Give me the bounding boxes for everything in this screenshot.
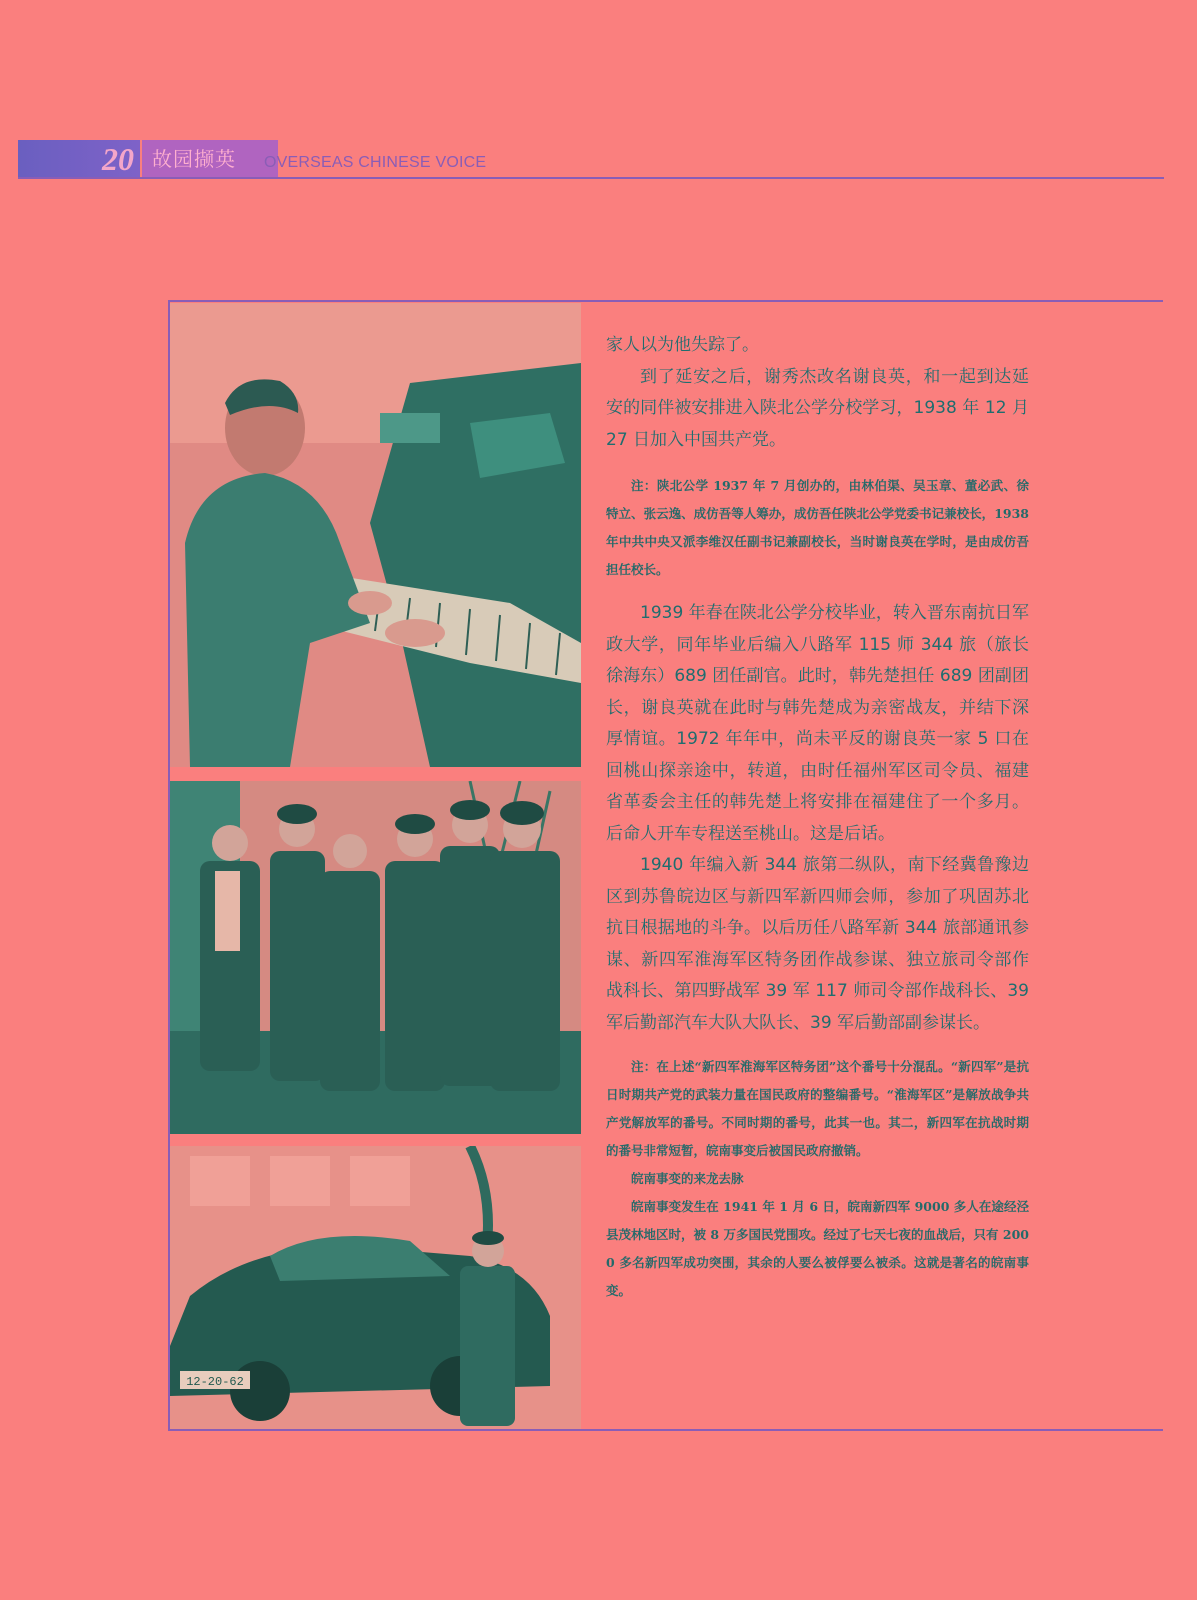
paragraph-1: 家人以为他失踪了。 [606, 335, 759, 355]
paragraph-3: 1939 年春在陕北公学分校毕业，转入晋东南抗日军政大学，同年毕业后编入八路军 115 师 344 旅（旅长徐海东）689 团任副官。此时，韩先楚担任 689 团副团长，谢良英就在此时与韩先楚成为亲密战友，并结下深厚情谊。1972 年年中，尚未平反的谢良英一家 5 口在回桃山探亲途中，转道，由时任福州军区司令员、福建省革委会主任的韩先楚上将安排在福建住了一个多月。后命人开车专程送至桃山。这是后话。 [606, 603, 1029, 844]
magazine-name: OVERSEAS CHINESE VOICE [264, 154, 487, 171]
paragraph-2: 到了延安之后，谢秀杰改名谢良英，和一起到达延安的同伴被安排进入陕北公学分校学习，1938 年 12 月 27 日加入中国共产党。 [606, 366, 1029, 450]
section-title: 故园撷英 [152, 147, 236, 171]
photo-man-playing-piano [170, 303, 581, 767]
page-header [18, 140, 1164, 180]
frame-top-rule [168, 300, 1163, 302]
page-number: 20 [102, 141, 134, 177]
section-title-block [142, 140, 278, 178]
frame-bottom-rule [168, 1429, 1163, 1431]
paragraph-4: 1940 年编入新 344 旅第二纵队，南下经冀鲁豫边区到苏鲁皖边区与新四军新四师会师，参加了巩固苏北抗日根据地的斗争。以后历任八路军新 344 旅部通讯参谋、新四军淮海军区特务团作战参谋、独立旅司令部作战科长、第四野战军 39 军 117 师司令部作战科长、39 军后勤部汽车大队大队长、39 军后勤部副参谋长。 [606, 855, 1029, 1033]
photo-group-of-people [170, 781, 581, 1134]
paragraph-5: 皖南事变发生在 1941 年 1 月 6 日，皖南新四军 9000 多人在途经泾县茂林地区时，被 8 万多国民党围攻。经过了七天七夜的血战后，只有 2000 多名新四军成功突围，其余的人要么被俘要么被杀。这就是著名的皖南事变。 [606, 1199, 1029, 1298]
note-1: 注：陕北公学 1937 年 7 月创办的，由林伯渠、吴玉章、董必武、徐特立、张云逸、成仿吾等人筹办，成仿吾任陕北公学党委书记兼校长，1938 年中共中央又派李维汉任副书记兼副校长，当时谢良英在学时，是由成仿吾担任校长。 [606, 478, 1029, 577]
photo-man-beside-car [170, 1146, 581, 1429]
header-rule [18, 177, 1164, 179]
article-text-column [606, 330, 1029, 1305]
page-number-block [18, 140, 140, 178]
note-2: 注：在上述“新四军淮海军区特务团”这个番号十分混乱。“新四军”是抗日时期共产党的武装力量在国民政府的整编番号。“淮海军区”是解放战争共产党解放军的番号。不同时期的番号，此其一也。其二，新四军在抗战时期的番号非常短暂，皖南事变后被国民政府撤销。 [606, 1059, 1029, 1158]
car-plate: 12-20-62 [186, 1375, 244, 1389]
subheading: 皖南事变的来龙去脉 [631, 1171, 744, 1186]
